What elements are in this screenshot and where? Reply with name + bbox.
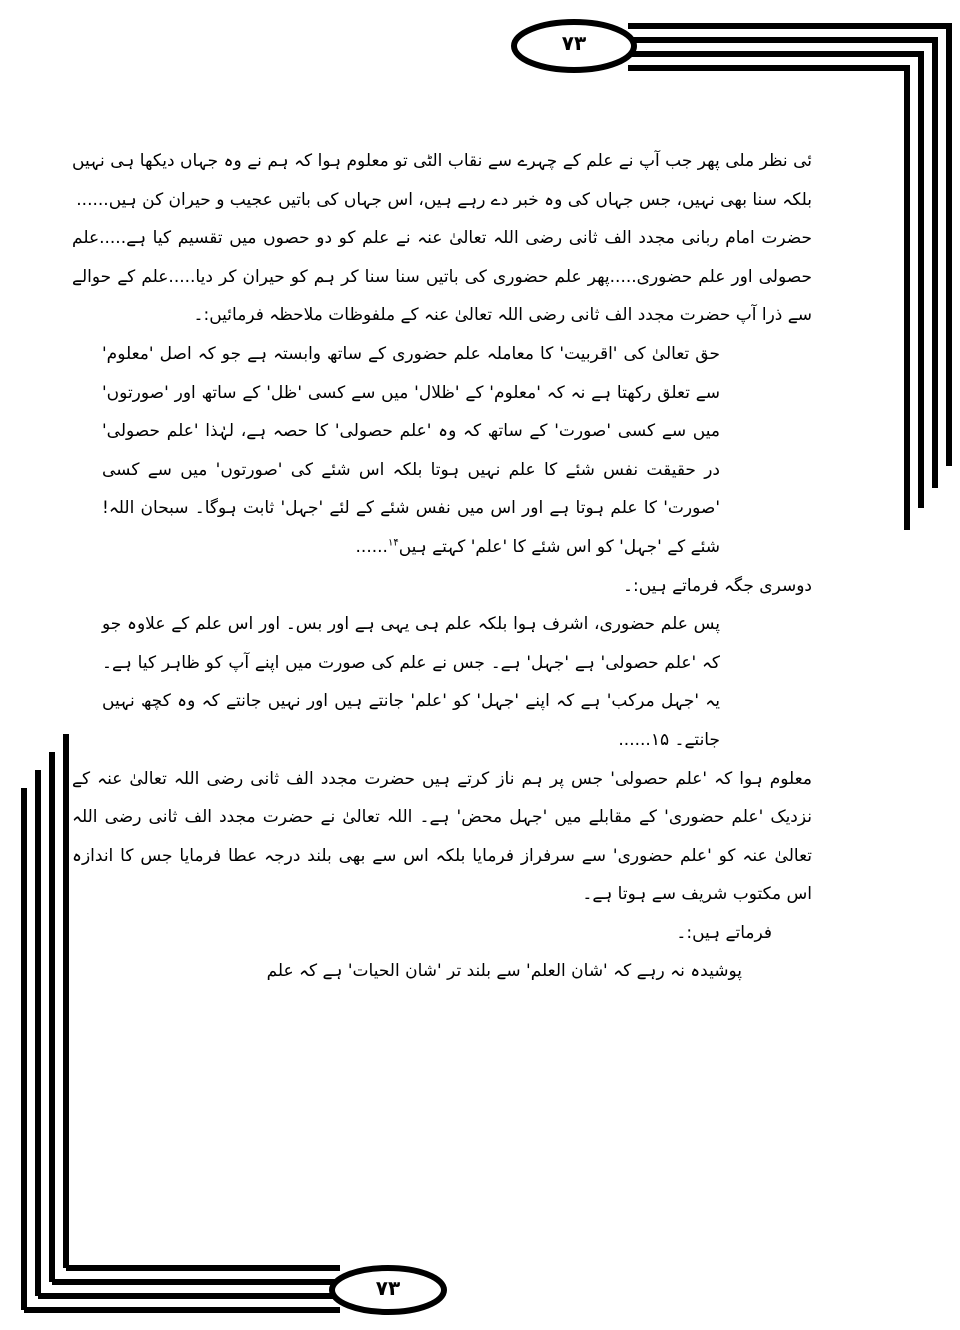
- quote-2: پس علم حضوری، اشرف ہوا بلکہ علم ہی یہی ہے اور بس۔ اور اس علم کے علاوہ جو کہ 'علم حصولی' ہے 'جہل' ہے۔ جس نے علم کی صورت میں اپنے آپ کو ظاہر کیا ہے۔ یہ 'جہل مرکب' ہے کہ اپنے 'جہل' کو 'علم' جانتے ہیں اور نہیں جانتے کہ وہ کچھ نہیں جانتے۔ ۱۵......: [102, 614, 720, 750]
- paragraph-1: ئی نظر ملی پھر جب آپ نے علم کے چہرے سے نقاب الٹی تو معلوم ہوا کہ ہم نے وہ جہاں دیکھا ہی نہیں بلکہ سنا بھی نہیں، جس جہاں کی وہ خبر دے رہے ہیں، اس جہاں کی باتیں عجیب و حیران کن ہیں......: [72, 151, 812, 210]
- quote-1-ellipsis: ......: [355, 536, 388, 557]
- page-number-top: ۷۳: [561, 31, 587, 55]
- paragraph-2: حضرت امام ربانی مجدد الف ثانی رضی اللہ تعالیٰ عنہ نے علم کو دو حصوں میں تقسیم کیا ہے.....علم حصولی اور علم حضوری.....پھر علم حضوری کی باتیں سنا سنا کر ہم کو حیران کر دیا.....علم کے حوالے سے ذرا آپ حضرت مجدد الف ثانی رضی اللہ تعالیٰ عنہ کے ملفوظات ملاحظہ فرمائیں:۔: [72, 228, 812, 326]
- section-intro: دوسری جگہ فرماتے ہیں:۔: [623, 575, 812, 596]
- closing-intro: فرماتے ہیں:۔: [676, 922, 772, 943]
- quote-1: [102, 335, 720, 567]
- footnote-ref-14: ۱۴: [387, 537, 399, 549]
- page-number-bottom: ۷۳: [375, 1276, 401, 1300]
- quote-1-text: حق تعالیٰ کی 'اقربیت' کا معاملہ علم حضوری کے ساتھ وابستہ ہے جو کہ اصل 'معلوم' سے تعلق رکھتا ہے نہ کہ 'معلوم' کے 'ظلال' میں سے کسی 'ظل' کے ساتھ اور 'صورتوں' میں سے کسی 'صورت' کے ساتھ کہ وہ 'علم حصولی' کا حصہ ہے، لہٰذا 'علم حصولی' در حقیقت نفس شئے کا علم نہیں ہوتا بلکہ اس شئے کی 'صورتوں' میں سے کسی 'صورت' کا علم ہوتا ہے اور اس میں نفس شئے کے لئے 'جہل' ثابت ہوگا۔ سبحان اللہ! شئے کے 'جہل' کو اس شئے کا 'علم' کہتے ہیں: [102, 343, 720, 557]
- paragraph-3: معلوم ہوا کہ 'علم حصولی' جس پر ہم ناز کرتے ہیں حضرت مجدد الف ثانی رضی اللہ تعالیٰ عنہ کے نزدیک 'علم حضوری' کے مقابلے میں 'جہل محض' ہے۔ اللہ تعالیٰ نے حضرت مجدد الف ثانی رضی اللہ تعالیٰ عنہ کو 'علم حضوری' سے سرفراز فرمایا بلکہ اس سے بھی بلند درجہ عطا فرمایا جس کا اندازہ اس مکتوب شریف سے ہوتا ہے۔: [72, 768, 812, 905]
- closing-quote: پوشیدہ نہ رہے کہ 'شان العلم' سے بلند تر 'شان الحیات' ہے کہ علم: [266, 961, 742, 982]
- page-body: [72, 142, 812, 991]
